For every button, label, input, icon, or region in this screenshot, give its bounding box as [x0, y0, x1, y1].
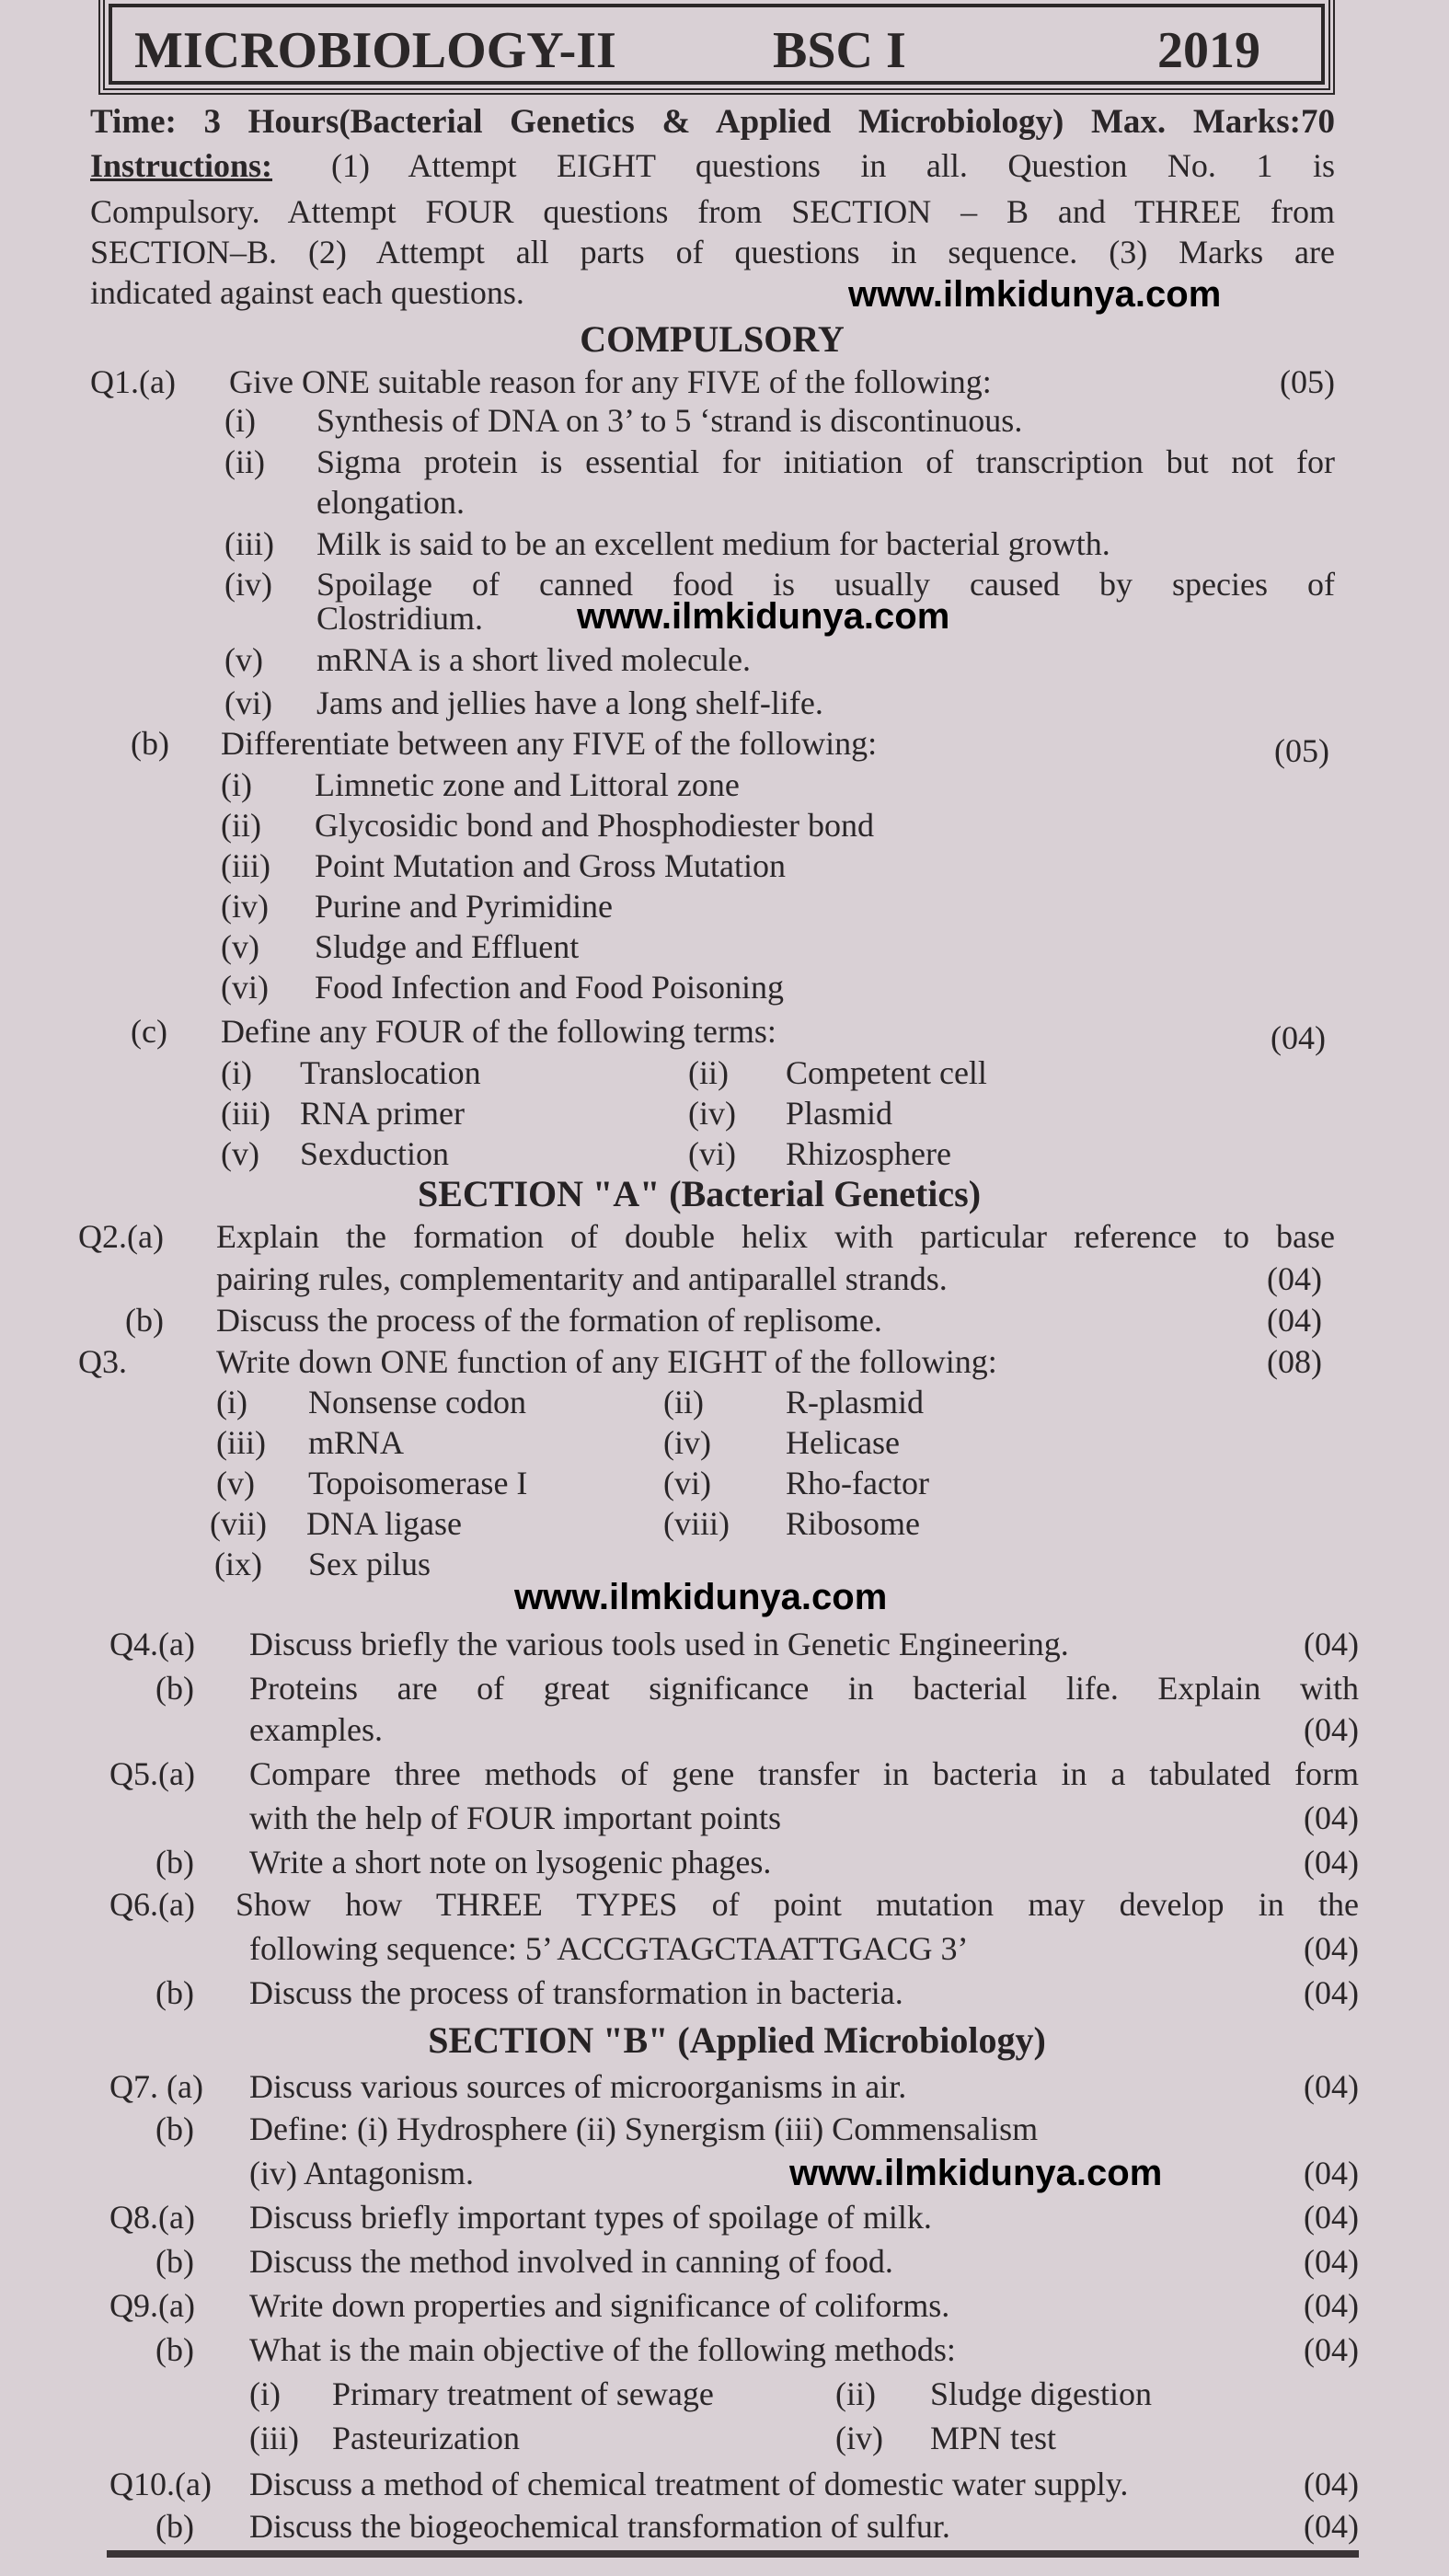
question-text: pairing rules, complementarity and antiparallel strands. [216, 1260, 948, 1297]
marks: (04) [1304, 1930, 1359, 1967]
question-text: Define any FOUR of the following terms: [221, 1013, 776, 1050]
section-title-b: SECTION "B" (Applied Microbiology) [428, 2019, 1046, 2061]
question-label: (b) [155, 2243, 194, 2280]
item-number: (i) [221, 766, 252, 803]
question-label: Q6.(a) [109, 1886, 195, 1923]
marks: (08) [1267, 1343, 1322, 1380]
marks: (04) [1304, 1626, 1359, 1662]
marks: (04) [1304, 2287, 1359, 2324]
item-text: Topoisomerase I [308, 1465, 528, 1501]
question-text: Discuss the method involved in canning of food. [249, 2243, 893, 2280]
question-label: Q2.(a) [78, 1218, 164, 1255]
marks: (04) [1267, 1302, 1322, 1339]
item-number: (iv) [224, 566, 272, 603]
instructions-line: (1) Attempt EIGHT questions in all. Question No. 1 is [331, 147, 1335, 184]
question-text: Give ONE suitable reason for any FIVE of the following: [229, 363, 992, 400]
question-label: (b) [155, 2331, 194, 2368]
item-text: Rho-factor [786, 1465, 929, 1501]
section-title-a: SECTION "A" (Bacterial Genetics) [417, 1173, 982, 1214]
question-text: Write down properties and significance of coliforms. [249, 2287, 950, 2324]
item-text: Sludge and Effluent [315, 928, 580, 965]
question-label: (b) [155, 2508, 194, 2545]
item-number: (ii) [221, 807, 261, 844]
item-text: mRNA is a short lived molecule. [316, 641, 751, 678]
question-text: examples. [249, 1711, 383, 1748]
item-text: Glycosidic bond and Phosphodiester bond [315, 807, 874, 844]
item-text: Rhizosphere [786, 1135, 951, 1172]
instructions-label: Instructions: [90, 147, 273, 184]
instructions-line: SECTION–B. (2) Attempt all parts of questions in sequence. (3) Marks are [90, 234, 1335, 270]
question-text: Proteins are of great significance in bacterial life. Explain with [249, 1670, 1359, 1707]
question-text: What is the main objective of the following methods: [249, 2331, 956, 2368]
item-text: mRNA [308, 1424, 405, 1461]
question-text: (iv) Antagonism. [249, 2155, 474, 2191]
item-number: (iii) [221, 1095, 270, 1132]
question-text: with the help of FOUR important points [249, 1800, 781, 1836]
question-text: Discuss the biogeochemical transformation of sulfur. [249, 2508, 950, 2545]
item-text: Point Mutation and Gross Mutation [315, 847, 786, 884]
question-text: Discuss various sources of microorganisms in air. [249, 2068, 907, 2105]
question-text: Show how THREE TYPES of point mutation may develop in the [236, 1886, 1359, 1923]
item-text: Food Infection and Food Poisoning [315, 969, 784, 1006]
question-text: Discuss the process of the formation of replisome. [216, 1302, 882, 1339]
item-text: Sludge digestion [930, 2375, 1152, 2412]
question-text: Differentiate between any FIVE of the following: [221, 725, 878, 762]
question-label: Q9.(a) [109, 2287, 195, 2324]
item-text: elongation. [316, 484, 465, 521]
item-text: DNA ligase [306, 1505, 462, 1542]
time-line: Time: 3 Hours(Bacterial Genetics & Applied Microbiology) Max. Marks:70 [90, 103, 1335, 141]
question-text: Explain the formation of double helix with particular reference to base [216, 1218, 1335, 1255]
item-text: MPN test [930, 2420, 1057, 2456]
item-text: Sigma protein is essential for initiation of transcription but not for [316, 443, 1335, 480]
marks: (04) [1304, 2331, 1359, 2368]
item-text: Spoilage of canned food is usually caused by species of [316, 566, 1335, 603]
item-text: Jams and jellies have a long shelf-life. [316, 684, 823, 721]
item-text: Helicase [786, 1424, 900, 1461]
marks: (04) [1304, 1974, 1359, 2011]
item-text: Pasteurization [332, 2420, 520, 2456]
item-text: Plasmid [786, 1095, 893, 1132]
item-number: (i) [221, 1054, 252, 1091]
instructions-line: indicated against each questions. [90, 274, 524, 311]
watermark-url: www.ilmkidunya.com [514, 1577, 888, 1617]
item-number: (vi) [663, 1465, 711, 1501]
subject-title: MICROBIOLOGY-II [134, 22, 616, 79]
item-text: Ribosome [786, 1505, 921, 1542]
item-number: (viii) [663, 1505, 730, 1542]
question-label: (b) [155, 2110, 194, 2147]
marks: (05) [1274, 732, 1329, 769]
section-title-compulsory: COMPULSORY [580, 318, 845, 360]
item-text: Sex pilus [308, 1546, 431, 1582]
question-text: Define: (i) Hydrosphere (ii) Synergism (iii) Commensalism [249, 2110, 1039, 2147]
marks: (04) [1267, 1260, 1322, 1297]
item-number: (v) [224, 641, 263, 678]
question-text: Discuss a method of chemical treatment of domestic water supply. [249, 2466, 1129, 2502]
question-text: Discuss briefly important types of spoilage of milk. [249, 2199, 932, 2236]
item-text: Limnetic zone and Littoral zone [315, 766, 740, 803]
question-label: Q4.(a) [109, 1626, 195, 1662]
item-number: (ii) [663, 1384, 704, 1420]
marks: (04) [1304, 1844, 1359, 1880]
item-text: Purine and Pyrimidine [315, 888, 613, 925]
question-text: Discuss briefly the various tools used in Genetic Engineering. [249, 1626, 1069, 1662]
item-text: Translocation [300, 1054, 481, 1091]
item-number: (v) [216, 1465, 255, 1501]
question-text: Compare three methods of gene transfer in bacteria in a tabulated form [249, 1755, 1359, 1792]
question-label: (b) [155, 1670, 194, 1707]
question-label: Q3. [78, 1343, 127, 1380]
item-number: (i) [224, 402, 256, 439]
item-number: (ii) [835, 2375, 876, 2412]
item-number: (vii) [210, 1505, 267, 1542]
marks: (04) [1304, 2508, 1359, 2545]
marks: (05) [1280, 363, 1335, 400]
question-label: Q8.(a) [109, 2199, 195, 2236]
marks: (04) [1304, 2243, 1359, 2280]
item-text: Primary treatment of sewage [332, 2375, 714, 2412]
marks: (04) [1271, 1019, 1326, 1056]
item-number: (iii) [221, 847, 270, 884]
question-label: Q1.(a) [90, 363, 176, 400]
marks: (04) [1304, 1711, 1359, 1748]
question-text: Discuss the process of transformation in bacteria. [249, 1974, 903, 2011]
item-number: (v) [221, 1135, 259, 1172]
question-text: following sequence: 5’ ACCGTAGCTAATTGACG 3’ [249, 1930, 969, 1967]
item-number: (iii) [224, 525, 274, 562]
question-label: (b) [155, 1844, 194, 1880]
item-number: (ii) [224, 443, 265, 480]
item-number: (ix) [214, 1546, 262, 1582]
question-text: Write down ONE function of any EIGHT of the following: [216, 1343, 997, 1380]
footer-border [107, 2550, 1359, 2576]
question-label: (c) [131, 1013, 167, 1050]
item-number: (iv) [663, 1424, 711, 1461]
item-number: (vi) [221, 969, 269, 1006]
item-number: (iv) [221, 888, 269, 925]
item-text: RNA primer [300, 1095, 465, 1132]
item-text: Competent cell [786, 1054, 987, 1091]
watermark-url: www.ilmkidunya.com [848, 274, 1222, 315]
item-number: (vi) [688, 1135, 736, 1172]
item-text: Sexduction [300, 1135, 449, 1172]
item-number: (iii) [216, 1424, 266, 1461]
item-number: (vi) [224, 684, 272, 721]
class-title: BSC I [773, 22, 906, 79]
item-text: R-plasmid [786, 1384, 924, 1420]
marks: (04) [1304, 2466, 1359, 2502]
question-label: (b) [125, 1302, 164, 1339]
question-label: Q5.(a) [109, 1755, 195, 1792]
marks: (04) [1304, 2155, 1359, 2191]
item-text: Synthesis of DNA on 3’ to 5 ‘strand is discontinuous. [316, 402, 1023, 439]
marks: (04) [1304, 2199, 1359, 2236]
question-label: (b) [155, 1974, 194, 2011]
question-text: Write a short note on lysogenic phages. [249, 1844, 772, 1880]
instructions-line: Compulsory. Attempt FOUR questions from SECTION – B and THREE from [90, 193, 1335, 230]
watermark-url: www.ilmkidunya.com [577, 596, 950, 637]
item-number: (v) [221, 928, 259, 965]
item-number: (ii) [688, 1054, 729, 1091]
question-label: Q7. (a) [109, 2068, 203, 2105]
item-number: (iii) [249, 2420, 299, 2456]
item-text: Clostridium. [316, 600, 484, 637]
item-text: Nonsense codon [308, 1384, 526, 1420]
marks: (04) [1304, 1800, 1359, 1836]
marks: (04) [1304, 2068, 1359, 2105]
question-label: (b) [131, 725, 169, 762]
watermark-url: www.ilmkidunya.com [789, 2153, 1163, 2193]
item-number: (i) [249, 2375, 281, 2412]
item-number: (iv) [688, 1095, 736, 1132]
year-title: 2019 [1157, 22, 1260, 79]
item-number: (i) [216, 1384, 247, 1420]
item-number: (iv) [835, 2420, 883, 2456]
question-label: Q10.(a) [109, 2466, 212, 2502]
item-text: Milk is said to be an excellent medium for bacterial growth. [316, 525, 1110, 562]
